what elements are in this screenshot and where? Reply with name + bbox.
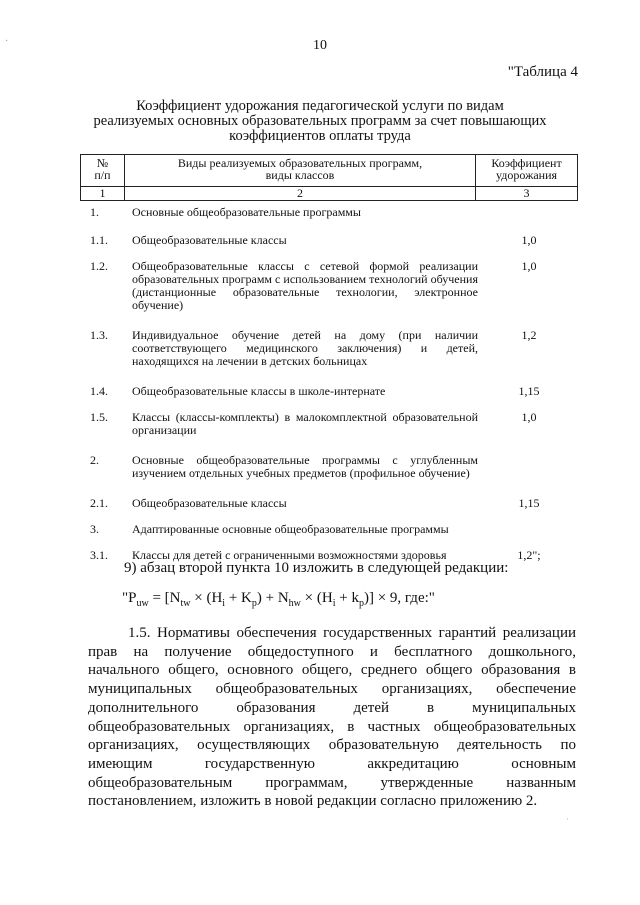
header-cell-kind: Виды реализуемых образовательных программ, виды классов <box>124 155 475 187</box>
row-coefficient: 1,0 <box>521 259 537 273</box>
table-row <box>80 497 580 510</box>
table-row <box>80 523 580 536</box>
row-number: 3. <box>90 522 99 536</box>
column-number: 1 <box>81 187 125 201</box>
row-text: Основные общеобразовательные программы с углубленным изучением отдельных учебных предметов (профильное обучение) <box>132 453 478 480</box>
margin-mark: · <box>5 36 9 47</box>
row-coefficient: 1,2 <box>521 328 537 342</box>
paragraph-9: 9) абзац второй пункта 10 изложить в следующей редакции: <box>124 560 509 576</box>
row-number: 1.2. <box>90 259 108 273</box>
row-coefficient: 1,0 <box>521 233 537 247</box>
table-label: "Таблица 4 <box>507 64 578 80</box>
row-coefficient: 1,0 <box>521 410 537 424</box>
formula: "$P_{uw} = [N_{tw} \times (H_i + K_p) + N_{hw} \times (H_i + k_p)] \times 9$, где:" <box>122 590 435 609</box>
row-number: 1.4. <box>90 384 108 398</box>
row-number: 2. <box>90 453 99 467</box>
row-coefficient: 1,15 <box>518 496 540 510</box>
table-title <box>80 99 560 144</box>
row-coefficient: 1,15 <box>518 384 540 398</box>
row-number: 1.3. <box>90 328 108 342</box>
column-number: 3 <box>476 187 578 201</box>
row-text: Общеобразовательные классы <box>132 233 287 247</box>
row-text: Общеобразовательные классы <box>132 496 287 510</box>
page-number: 10 <box>313 38 327 53</box>
row-text: Адаптированные основные общеобразовательные программы <box>132 522 449 536</box>
row-text: Общеобразовательные классы в школе-интернате <box>132 384 386 398</box>
row-number: 2.1. <box>90 496 108 510</box>
row-number: 1. <box>90 205 99 219</box>
table-row <box>80 329 580 368</box>
row-coefficient: 1,2"; <box>517 548 541 562</box>
row-number: 1.1. <box>90 233 108 247</box>
row-text: Классы (классы-комплекты) в малокомплектной образовательной организации <box>132 410 478 437</box>
title-line: реализуемых основных образовательных программ за счет повышающих <box>93 113 547 129</box>
row-text: Индивидуальное обучение детей на дому (при наличии соответствующего медицинского заключения) и детей, находящихся на лечении в детских больницах <box>132 328 478 368</box>
table-row <box>80 234 580 247</box>
header-cell-num: № п/п <box>81 155 125 187</box>
header-cell-coef: Коэффициент удорожания <box>476 155 578 187</box>
title-line: Коэффициент удорожания педагогической услуги по видам <box>136 98 504 114</box>
table-body <box>80 198 580 562</box>
margin-mark: · <box>566 814 569 824</box>
title-line: коэффициентов оплаты труда <box>229 128 411 144</box>
column-number: 2 <box>124 187 475 201</box>
table-header <box>80 154 578 201</box>
table-row <box>80 385 580 398</box>
row-text: Общеобразовательные классы с сетевой формой реализации образовательных программ с использованием технологий обучения (дистанционные образовательные технологии, электронное обучение) <box>132 259 478 312</box>
row-text: Основные общеобразовательные программы <box>132 205 361 219</box>
row-text: Классы для детей с ограниченными возможностями здоровья <box>132 548 447 562</box>
row-number: 3.1. <box>90 548 108 562</box>
section-1-5-paragraph: 1.5. Нормативы обеспечения государственных гарантий реализации прав на получение общедоступного и бесплатного дошкольного, начального общего, основного общего, среднего общего образования в муниципальных общеобразовательных организациях, обеспечение дополнительного образования детей в муниципальных общеобразовательных организациях, в частных общеобразовательных организациях, осуществляющих образовательную деятельность по имеющим государственную аккредитацию основным общеобразовательным программам, утвержденные названным постановлением, изложить в новой редакции согласно приложению 2. <box>88 625 576 810</box>
header-row <box>81 155 578 187</box>
table-row <box>80 411 580 437</box>
row-number: 1.5. <box>90 410 108 424</box>
table-row <box>80 454 580 480</box>
table-row <box>80 206 580 219</box>
table-row <box>80 260 580 312</box>
